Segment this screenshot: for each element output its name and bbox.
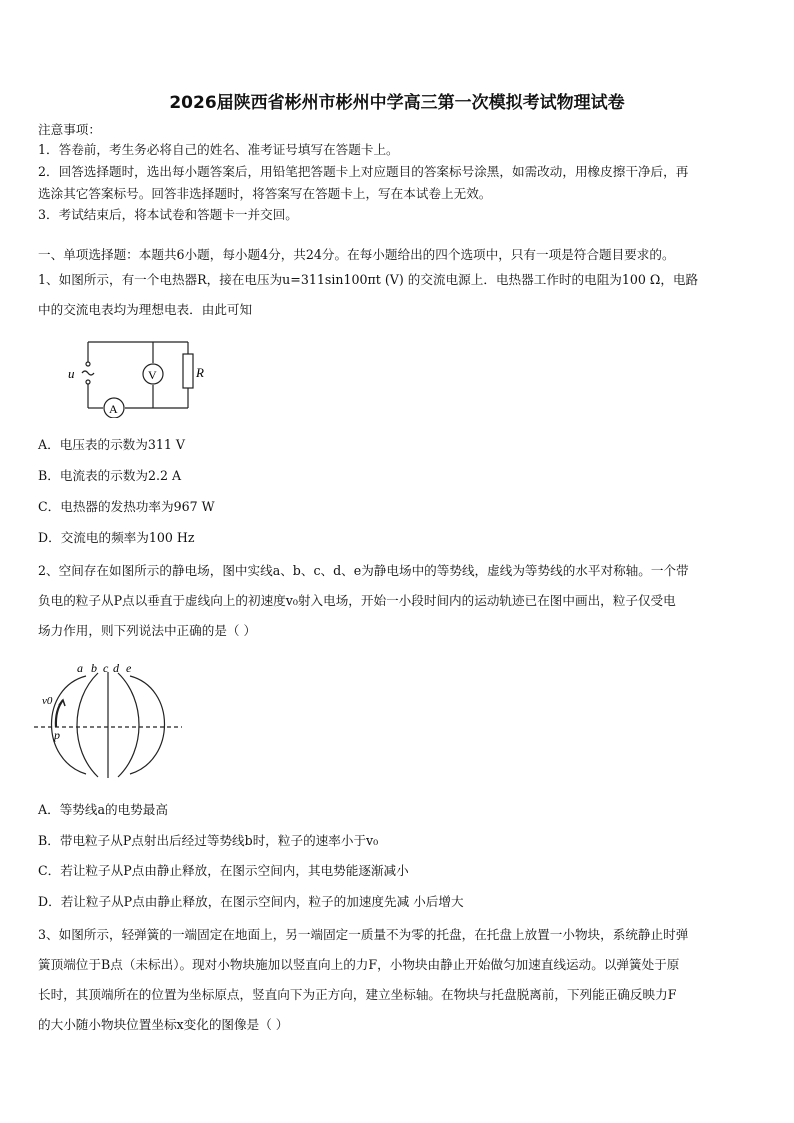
option-item: A．电压表的示数为311 V: [38, 437, 185, 452]
velocity-label: v0: [42, 695, 53, 707]
option-item: A．等势线a的电势最高: [38, 802, 168, 817]
notice-item: 3．考试结束后，将本试卷和答题卡一并交回。: [38, 207, 298, 222]
equipotential-diagram: [30, 660, 190, 782]
question-text: 长时，其顶端所在的位置为坐标原点，竖直向下为正方向，建立坐标轴。在物块与托盘脱离前，下列能正确反映力F: [38, 987, 677, 1002]
notice-item: 2．回答选择题时，选出每小题答案后，用铅笔把答题卡上对应题目的答案标号涂黑，如需改动，用橡皮擦干净后，再: [38, 164, 689, 179]
option-item: D．若让粒子从P点由静止释放，在图示空间内，粒子的加速度先减 小后增大: [38, 894, 464, 909]
option-item: C．电热器的发热功率为967 W: [38, 499, 215, 514]
notice-heading: 注意事项：: [38, 122, 101, 137]
ammeter-label: A: [109, 402, 118, 416]
line-e-label: e: [126, 661, 132, 675]
section-heading: 一、单项选择题：本题共6小题，每小题4分，共24分。在每小题给出的四个选项中，只有一项是符合题目要求的。: [38, 247, 675, 262]
option-item: D．交流电的频率为100 Hz: [38, 530, 195, 545]
line-b-label: b: [91, 661, 97, 675]
line-d-label: d: [113, 661, 119, 675]
question-text: 中的交流电表均为理想电表．由此可知: [38, 302, 253, 317]
question-text: 3、如图所示，轻弹簧的一端固定在地面上，另一端固定一质量不为零的托盘，在托盘上放置一小物块，系统静止时弹: [38, 927, 689, 942]
question-text: 簧顶端位于B点（未标出）。现对小物块施加以竖直向上的力F，小物块由静止开始做匀加速直线运动。以弹簧处于原: [38, 957, 680, 972]
option-item: B．带电粒子从P点射出后经过等势线b时，粒子的速率小于v₀: [38, 833, 379, 848]
line-c-label: c: [103, 661, 109, 675]
line-a-label: a: [77, 661, 83, 675]
option-item: B．电流表的示数为2.2 A: [38, 468, 182, 483]
notice-item: 1．答卷前，考生务必将自己的姓名、准考证号填写在答题卡上。: [38, 142, 399, 157]
question-text: 场力作用，则下列说法中正确的是（ ）: [38, 623, 257, 638]
page-title: 2026届陕西省彬州市彬州中学高三第一次模拟考试物理试卷: [169, 93, 625, 113]
voltmeter-label: V: [148, 368, 157, 382]
question-text: 1、如图所示，有一个电热器R，接在电压为u=311sin100πt (V) 的交流电源上．电热器工作时的电阻为100 Ω，电路: [38, 272, 699, 287]
question-text: 负电的粒子从P点以垂直于虚线向上的初速度v₀射入电场，开始一小段时间内的运动轨迹已在图中画出，粒子仅受电: [38, 593, 676, 608]
resistor-label: R: [196, 365, 204, 380]
question-text: 的大小随小物块位置坐标x变化的图像是（ ）: [38, 1017, 289, 1032]
circuit-diagram: [60, 332, 220, 418]
question-text: 2、空间存在如图所示的静电场，图中实线a、b、c、d、e为静电场中的等势线，虚线为等势线的水平对称轴。一个带: [38, 563, 689, 578]
option-item: C．若让粒子从P点由静止释放，在图示空间内，其电势能逐渐减小: [38, 863, 409, 878]
notice-item: 选涂其它答案标号。回答非选择题时，将答案写在答题卡上，写在本试卷上无效。: [38, 186, 492, 201]
voltage-source-label: u: [68, 366, 75, 381]
point-p-label: p: [54, 728, 60, 742]
